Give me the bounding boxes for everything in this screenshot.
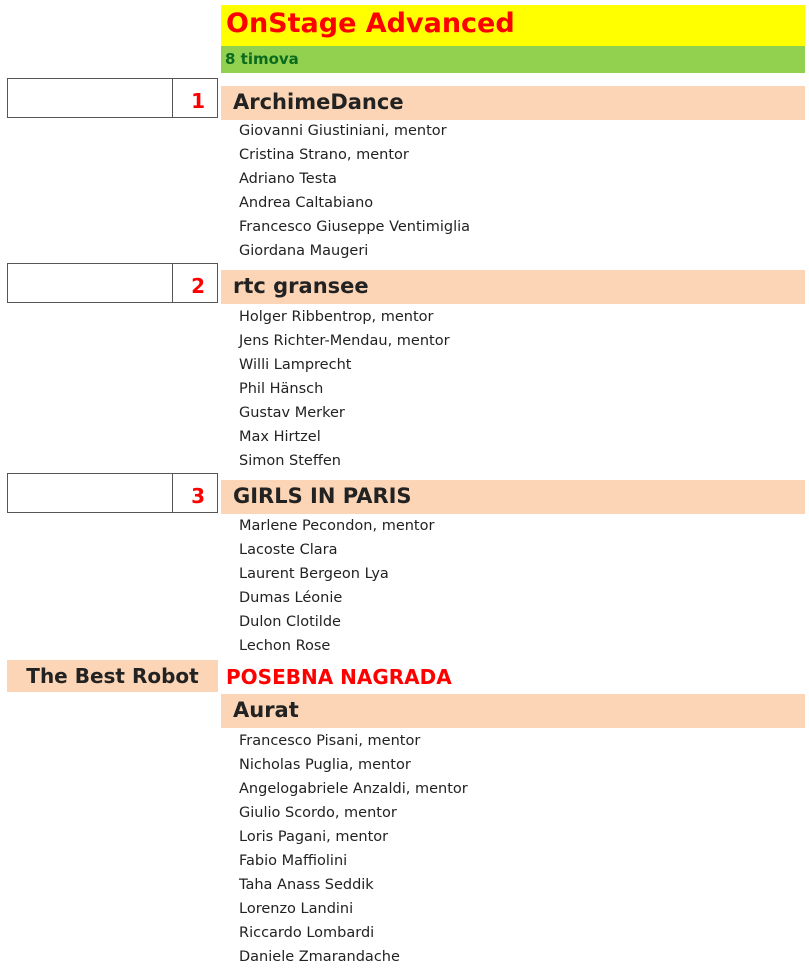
member: Giordana Maugeri	[239, 243, 369, 259]
rank-divider	[172, 264, 173, 302]
member: Lacoste Clara	[239, 542, 338, 558]
team-name: rtc gransee	[233, 274, 369, 298]
award-label-box	[7, 660, 218, 692]
team-header-2	[221, 270, 805, 304]
member: Lechon Rose	[239, 638, 331, 654]
member: Phil Hänsch	[239, 381, 324, 397]
team-name: Aurat	[233, 698, 299, 722]
competition-title-bar	[221, 5, 805, 46]
team-header-3	[221, 480, 805, 514]
member: Willi Lamprecht	[239, 357, 352, 373]
team-header-1	[221, 86, 805, 120]
rank-divider	[172, 79, 173, 117]
member: Fabio Maffiolini	[239, 853, 348, 869]
member: Giulio Scordo, mentor	[239, 805, 397, 821]
award-label: The Best Robot	[26, 664, 199, 688]
member: Andrea Caltabiano	[239, 195, 374, 211]
competition-title: OnStage Advanced	[226, 8, 515, 39]
member: Holger Ribbentrop, mentor	[239, 309, 434, 325]
rank-number: 1	[191, 89, 205, 113]
team-name: GIRLS IN PARIS	[233, 484, 412, 508]
member: Jens Richter-Mendau, mentor	[239, 333, 450, 349]
member: Francesco Pisani, mentor	[239, 733, 421, 749]
rank-divider	[172, 474, 173, 512]
member: Taha Anass Seddik	[239, 877, 374, 893]
member: Francesco Giuseppe Ventimiglia	[239, 219, 471, 235]
member: Cristina Strano, mentor	[239, 147, 409, 163]
member: Simon Steffen	[239, 453, 341, 469]
team-count-bar	[221, 46, 805, 73]
member: Loris Pagani, mentor	[239, 829, 389, 845]
member: Marlene Pecondon, mentor	[239, 518, 435, 534]
member: Daniele Zmarandache	[239, 949, 400, 965]
team-count: 8 timova	[225, 50, 299, 68]
member: Riccardo Lombardi	[239, 925, 375, 941]
member: Giovanni Giustiniani, mentor	[239, 123, 447, 139]
member: Gustav Merker	[239, 405, 345, 421]
member: Adriano Testa	[239, 171, 337, 187]
member: Nicholas Puglia, mentor	[239, 757, 411, 773]
member: Dulon Clotilde	[239, 614, 341, 630]
member: Lorenzo Landini	[239, 901, 354, 917]
rank-number: 2	[191, 274, 205, 298]
rank-box-2	[7, 263, 218, 303]
member: Dumas Léonie	[239, 590, 343, 606]
team-name: ArchimeDance	[233, 90, 404, 114]
rank-box-1	[7, 78, 218, 118]
member: Max Hirtzel	[239, 429, 321, 445]
team-header-award	[221, 694, 805, 728]
member: Angelogabriele Anzaldi, mentor	[239, 781, 468, 797]
member: Laurent Bergeon Lya	[239, 566, 389, 582]
rank-number: 3	[191, 484, 205, 508]
award-title: POSEBNA NAGRADA	[226, 665, 452, 689]
rank-box-3	[7, 473, 218, 513]
